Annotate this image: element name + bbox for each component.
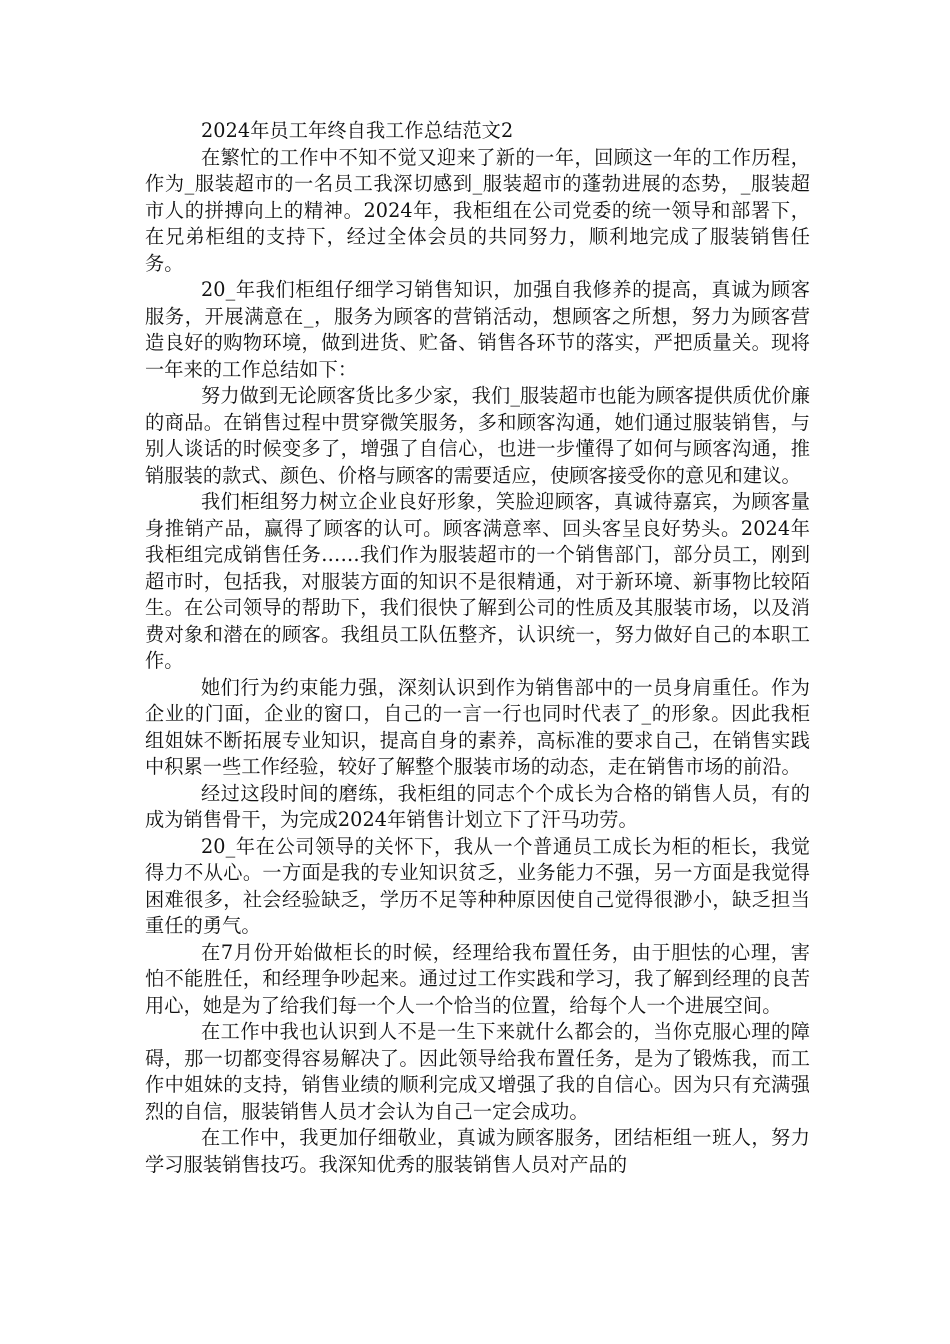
paragraph: 努力做到无论顾客货比多少家，我们_服装超市也能为顾客提供质优价廉的商品。在销售过程中贯穿微笑服务，多和顾客沟通，她们通过服装销售，与别人谈话的时候变多了，增强了自信心，也进一步懂得了如何与顾客沟通，推销服装的款式、颜色、价格与顾客的需要适应，使顾客接受你的意见和建议。 xyxy=(145,384,810,487)
document-body xyxy=(145,118,810,1178)
paragraph: 在工作中我也认识到人不是一生下来就什么都会的，当你克服心理的障碍，那一切都变得容易解决了。因此领导给我布置任务，是为了锻炼我，而工作中姐妹的支持，销售业绩的顺利完成又增强了我的自信心。因为只有充满强烈的自信，服装销售人员才会认为自己一定会成功。 xyxy=(145,1020,810,1123)
paragraph: 在繁忙的工作中不知不觉又迎来了新的一年，回顾这一年的工作历程，作为_服装超市的一名员工我深切感到_服装超市的蓬勃进展的态势，_服装超市人的拼搏向上的精神。2024年，我柜组在公司党委的统一领导和部署下，在兄弟柜组的支持下，经过全体会员的共同努力，顺利地完成了服装销售任务。 xyxy=(145,145,810,275)
paragraph: 20_年在公司领导的关怀下，我从一个普通员工成长为柜的柜长，我觉得力不从心。一方面是我的专业知识贫乏，业务能力不强，另一方面是我觉得困难很多，社会经验缺乏，学历不足等种种原因使自己觉得很渺小，缺乏担当重任的勇气。 xyxy=(145,834,810,937)
document-title: 2024年员工年终自我工作总结范文2 xyxy=(201,119,514,142)
paragraph: 20_年我们柜组仔细学习销售知识，加强自我修养的提高，真诚为顾客服务，开展满意在_，服务为顾客的营销活动，想顾客之所想，努力为顾客营造良好的购物环境，做到进货、贮备、销售各环节的落实，严把质量关。现将一年来的工作总结如下： xyxy=(145,278,810,381)
paragraph: 在7月份开始做柜长的时候，经理给我布置任务，由于胆怯的心理，害怕不能胜任，和经理争吵起来。通过过工作实践和学习，我了解到经理的良苦用心，她是为了给我们每一个人一个恰当的位置，给每个人一个进展空间。 xyxy=(145,940,810,1017)
paragraph: 在工作中，我更加仔细敬业，真诚为顾客服务，团结柜组一班人，努力学习服装销售技巧。我深知优秀的服装销售人员对产品的 xyxy=(145,1126,810,1176)
paragraph: 经过这段时间的磨练，我柜组的同志个个成长为合格的销售人员，有的成为销售骨干，为完成2024年销售计划立下了汗马功劳。 xyxy=(145,781,810,831)
paragraph: 我们柜组努力树立企业良好形象，笑脸迎顾客，真诚待嘉宾，为顾客量身推销产品，赢得了顾客的认可。顾客满意率、回头客呈良好势头。2024年我柜组完成销售任务……我们作为服装超市的一个销售部门，部分员工，刚到超市时，包括我，对服装方面的知识不是很精通，对于新环境、新事物比较陌生。在公司领导的帮助下，我们很快了解到公司的性质及其服装市场，以及消费对象和潜在的顾客。我组员工队伍整齐，认识统一，努力做好自己的本职工作。 xyxy=(145,490,810,672)
paragraph: 她们行为约束能力强，深刻认识到作为销售部中的一员身肩重任。作为企业的门面，企业的窗口，自己的一言一行也同时代表了_的形象。因此我柜组姐妹不断拓展专业知识，提高自身的素养，高标准的要求自己，在销售实践中积累一些工作经验，较好了解整个服装市场的动态，走在销售市场的前沿。 xyxy=(145,675,810,778)
